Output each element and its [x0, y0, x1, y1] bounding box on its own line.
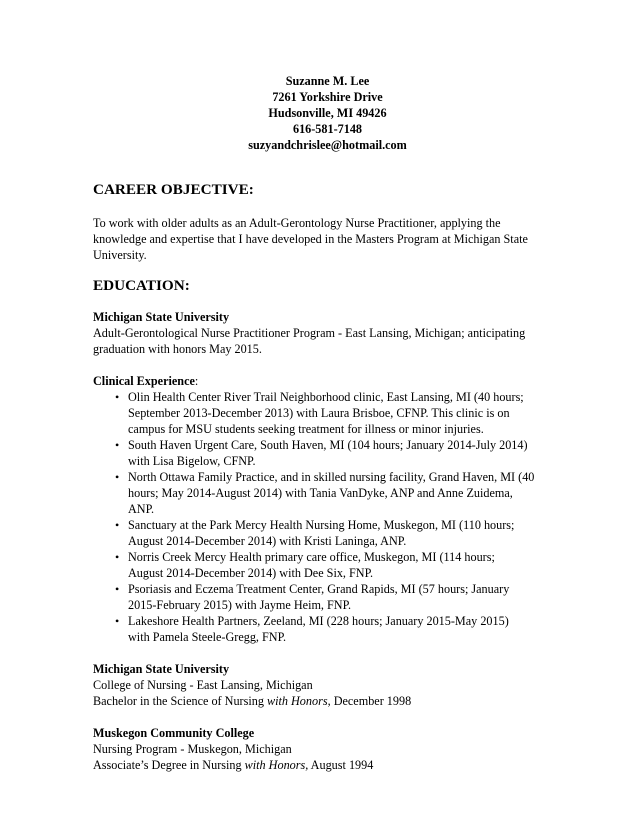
- clinical-list: [93, 389, 553, 645]
- clinical-colon: :: [194, 374, 199, 388]
- degree-text: Bachelor in the Science of Nursing: [93, 694, 267, 708]
- bullet-icon: •: [115, 614, 120, 628]
- item-line: September 2013-December 2013) with Laura Brisboe, CFNP. This clinic is on: [128, 406, 510, 420]
- bullet-icon: •: [115, 518, 120, 532]
- objective-heading: CAREER OBJECTIVE:: [93, 181, 254, 198]
- objective-line: knowledge and expertise that I have developed in the Masters Program at Michigan State: [93, 232, 528, 246]
- clinical-heading: [93, 373, 553, 389]
- item-line: campus for MSU students seeking treatment for illness or minor injuries.: [128, 422, 484, 436]
- bullet-icon: •: [115, 390, 120, 404]
- list-item: [93, 581, 553, 613]
- item-line: Psoriasis and Eczema Treatment Center, Grand Rapids, MI (57 hours; January: [128, 582, 510, 596]
- honors-text: with Honors,: [244, 758, 309, 772]
- program-line: Adult-Gerontological Nurse Practitioner Program - East Lansing, Michigan; anticipating: [93, 326, 526, 340]
- contact-header: [93, 73, 553, 153]
- list-item: [93, 549, 553, 581]
- degree-line: [93, 757, 553, 773]
- bullet-icon: •: [115, 582, 120, 596]
- program-line: Nursing Program - Muskegon, Michigan: [93, 742, 292, 756]
- list-item: [93, 437, 553, 469]
- college-line: College of Nursing - East Lansing, Michigan: [93, 678, 313, 692]
- bullet-icon: •: [115, 438, 120, 452]
- objective-line: To work with older adults as an Adult-Gerontology Nurse Practitioner, applying the: [93, 216, 501, 230]
- program-line: graduation with honors May 2015.: [93, 342, 262, 356]
- degree-line: [93, 693, 553, 709]
- item-line: North Ottawa Family Practice, and in skilled nursing facility, Grand Haven, MI (40: [128, 470, 535, 484]
- bullet-icon: •: [115, 470, 120, 484]
- contact-city: Hudsonville, MI 49426: [268, 106, 387, 120]
- list-item: [93, 517, 553, 549]
- resume-page: [93, 73, 553, 773]
- list-item: [93, 469, 553, 517]
- school-name: Michigan State University: [93, 662, 230, 676]
- item-line: 2015-February 2015) with Jayme Heim, FNP.: [128, 598, 352, 612]
- bullet-icon: •: [115, 550, 120, 564]
- objective-line: University.: [93, 248, 147, 262]
- item-line: with Pamela Steele-Gregg, FNP.: [128, 630, 287, 644]
- msu-np-block: [93, 309, 553, 357]
- contact-street: 7261 Yorkshire Drive: [272, 90, 383, 104]
- clinical-label: Clinical Experience: [93, 374, 195, 388]
- school-name: Muskegon Community College: [93, 726, 255, 740]
- item-line: ANP.: [128, 502, 155, 516]
- item-line: hours; May 2014-August 2014) with Tania VanDyke, ANP and Anne Zuidema,: [128, 486, 513, 500]
- item-line: Sanctuary at the Park Mercy Health Nursing Home, Muskegon, MI (110 hours;: [128, 518, 515, 532]
- item-line: Olin Health Center River Trail Neighborhood clinic, East Lansing, MI (40 hours;: [128, 390, 524, 404]
- objective-text: [93, 215, 553, 263]
- degree-date: August 1994: [308, 758, 374, 772]
- item-line: South Haven Urgent Care, South Haven, MI (104 hours; January 2014-July 2014): [128, 438, 528, 452]
- education-heading: EDUCATION:: [93, 277, 190, 294]
- msu-bsn-block: [93, 661, 553, 709]
- contact-name: Suzanne M. Lee: [285, 74, 370, 88]
- list-item: [93, 389, 553, 437]
- degree-date: December 1998: [330, 694, 412, 708]
- item-line: August 2014-December 2014) with Dee Six, FNP.: [128, 566, 374, 580]
- item-line: August 2014-December 2014) with Kristi Laninga, ANP.: [128, 534, 407, 548]
- list-item: [93, 613, 553, 645]
- contact-phone: 616-581-7148: [292, 122, 363, 136]
- school-name: Michigan State University: [93, 310, 230, 324]
- mcc-block: [93, 725, 553, 773]
- honors-text: with Honors,: [266, 694, 331, 708]
- item-line: with Lisa Bigelow, CFNP.: [128, 454, 256, 468]
- item-line: Norris Creek Mercy Health primary care office, Muskegon, MI (114 hours;: [128, 550, 495, 564]
- degree-text: Associate’s Degree in Nursing: [93, 758, 245, 772]
- item-line: Lakeshore Health Partners, Zeeland, MI (228 hours; January 2015-May 2015): [128, 614, 509, 628]
- contact-email: suzyandchrislee@hotmail.com: [248, 138, 407, 152]
